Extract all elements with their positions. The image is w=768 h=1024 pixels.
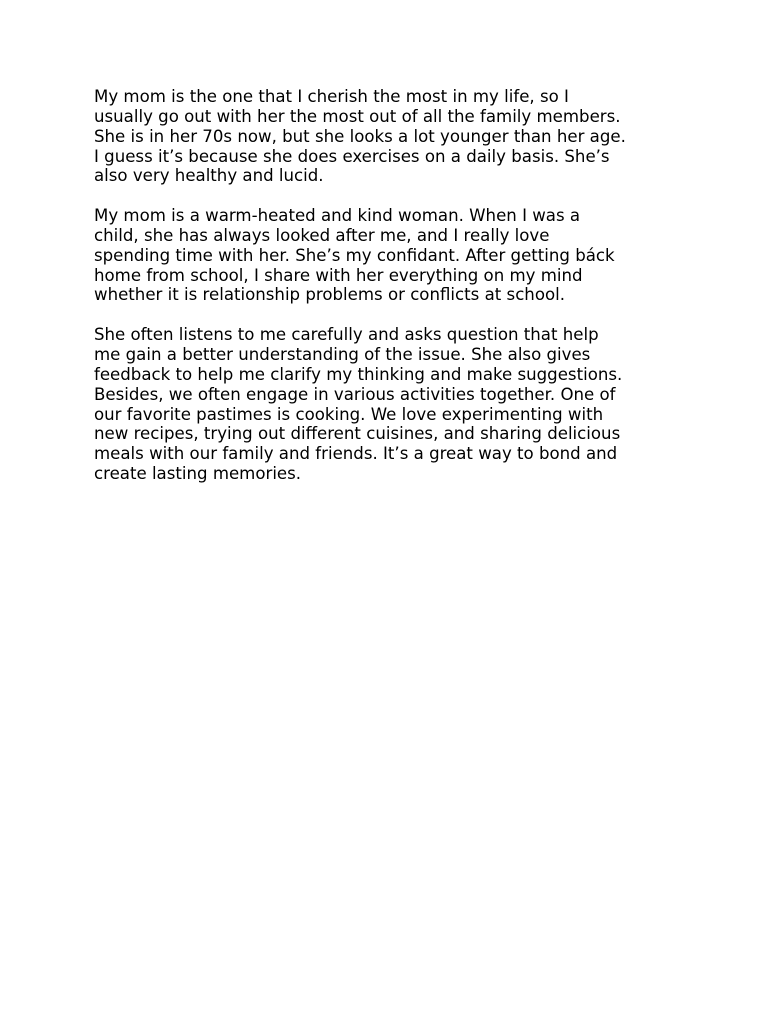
paragraph-line: our favorite pastimes is cooking. We love experimenting with xyxy=(94,404,604,424)
paragraph-line: create lasting memories. xyxy=(94,464,302,484)
paragraph-2 xyxy=(94,206,694,305)
paragraph-line: My mom is a warm-heated and kind woman. When I was a xyxy=(94,206,581,226)
paragraph-line: spending time with her. She’s my confidant. After getting báck xyxy=(94,245,615,265)
paragraph-line: me gain a better understanding of the issue. She also gives xyxy=(94,344,591,364)
document-body xyxy=(94,87,694,504)
paragraph-line: home from school, I share with her everything on my mind xyxy=(94,265,583,285)
paragraph-line: usually go out with her the most out of all the family members. xyxy=(94,106,621,126)
paragraph-line: She is in her 70s now, but she looks a lot younger than her age. xyxy=(94,126,626,146)
paragraph-line: feedback to help me clarify my thinking and make suggestions. xyxy=(94,364,623,384)
paragraph-line: meals with our family and friends. It’s a great way to bond and xyxy=(94,444,618,464)
paragraph-line: She often listens to me carefully and asks question that help xyxy=(94,325,599,345)
paragraph-line: My mom is the one that I cherish the most in my life, so I xyxy=(94,87,569,106)
paragraph-line: child, she has always looked after me, and I really love xyxy=(94,225,550,245)
paragraph-line: I guess it’s because she does exercises on a daily basis. She’s xyxy=(94,146,610,166)
paragraph-line: also very healthy and lucid. xyxy=(94,166,324,186)
paragraph-line: whether it is relationship problems or conflicts at school. xyxy=(94,285,566,305)
paragraph-3 xyxy=(94,325,694,484)
paragraph-line: Besides, we often engage in various activities together. One of xyxy=(94,384,616,404)
paragraph-line: new recipes, trying out different cuisines, and sharing delicious xyxy=(94,424,621,444)
paragraph-1 xyxy=(94,87,694,186)
